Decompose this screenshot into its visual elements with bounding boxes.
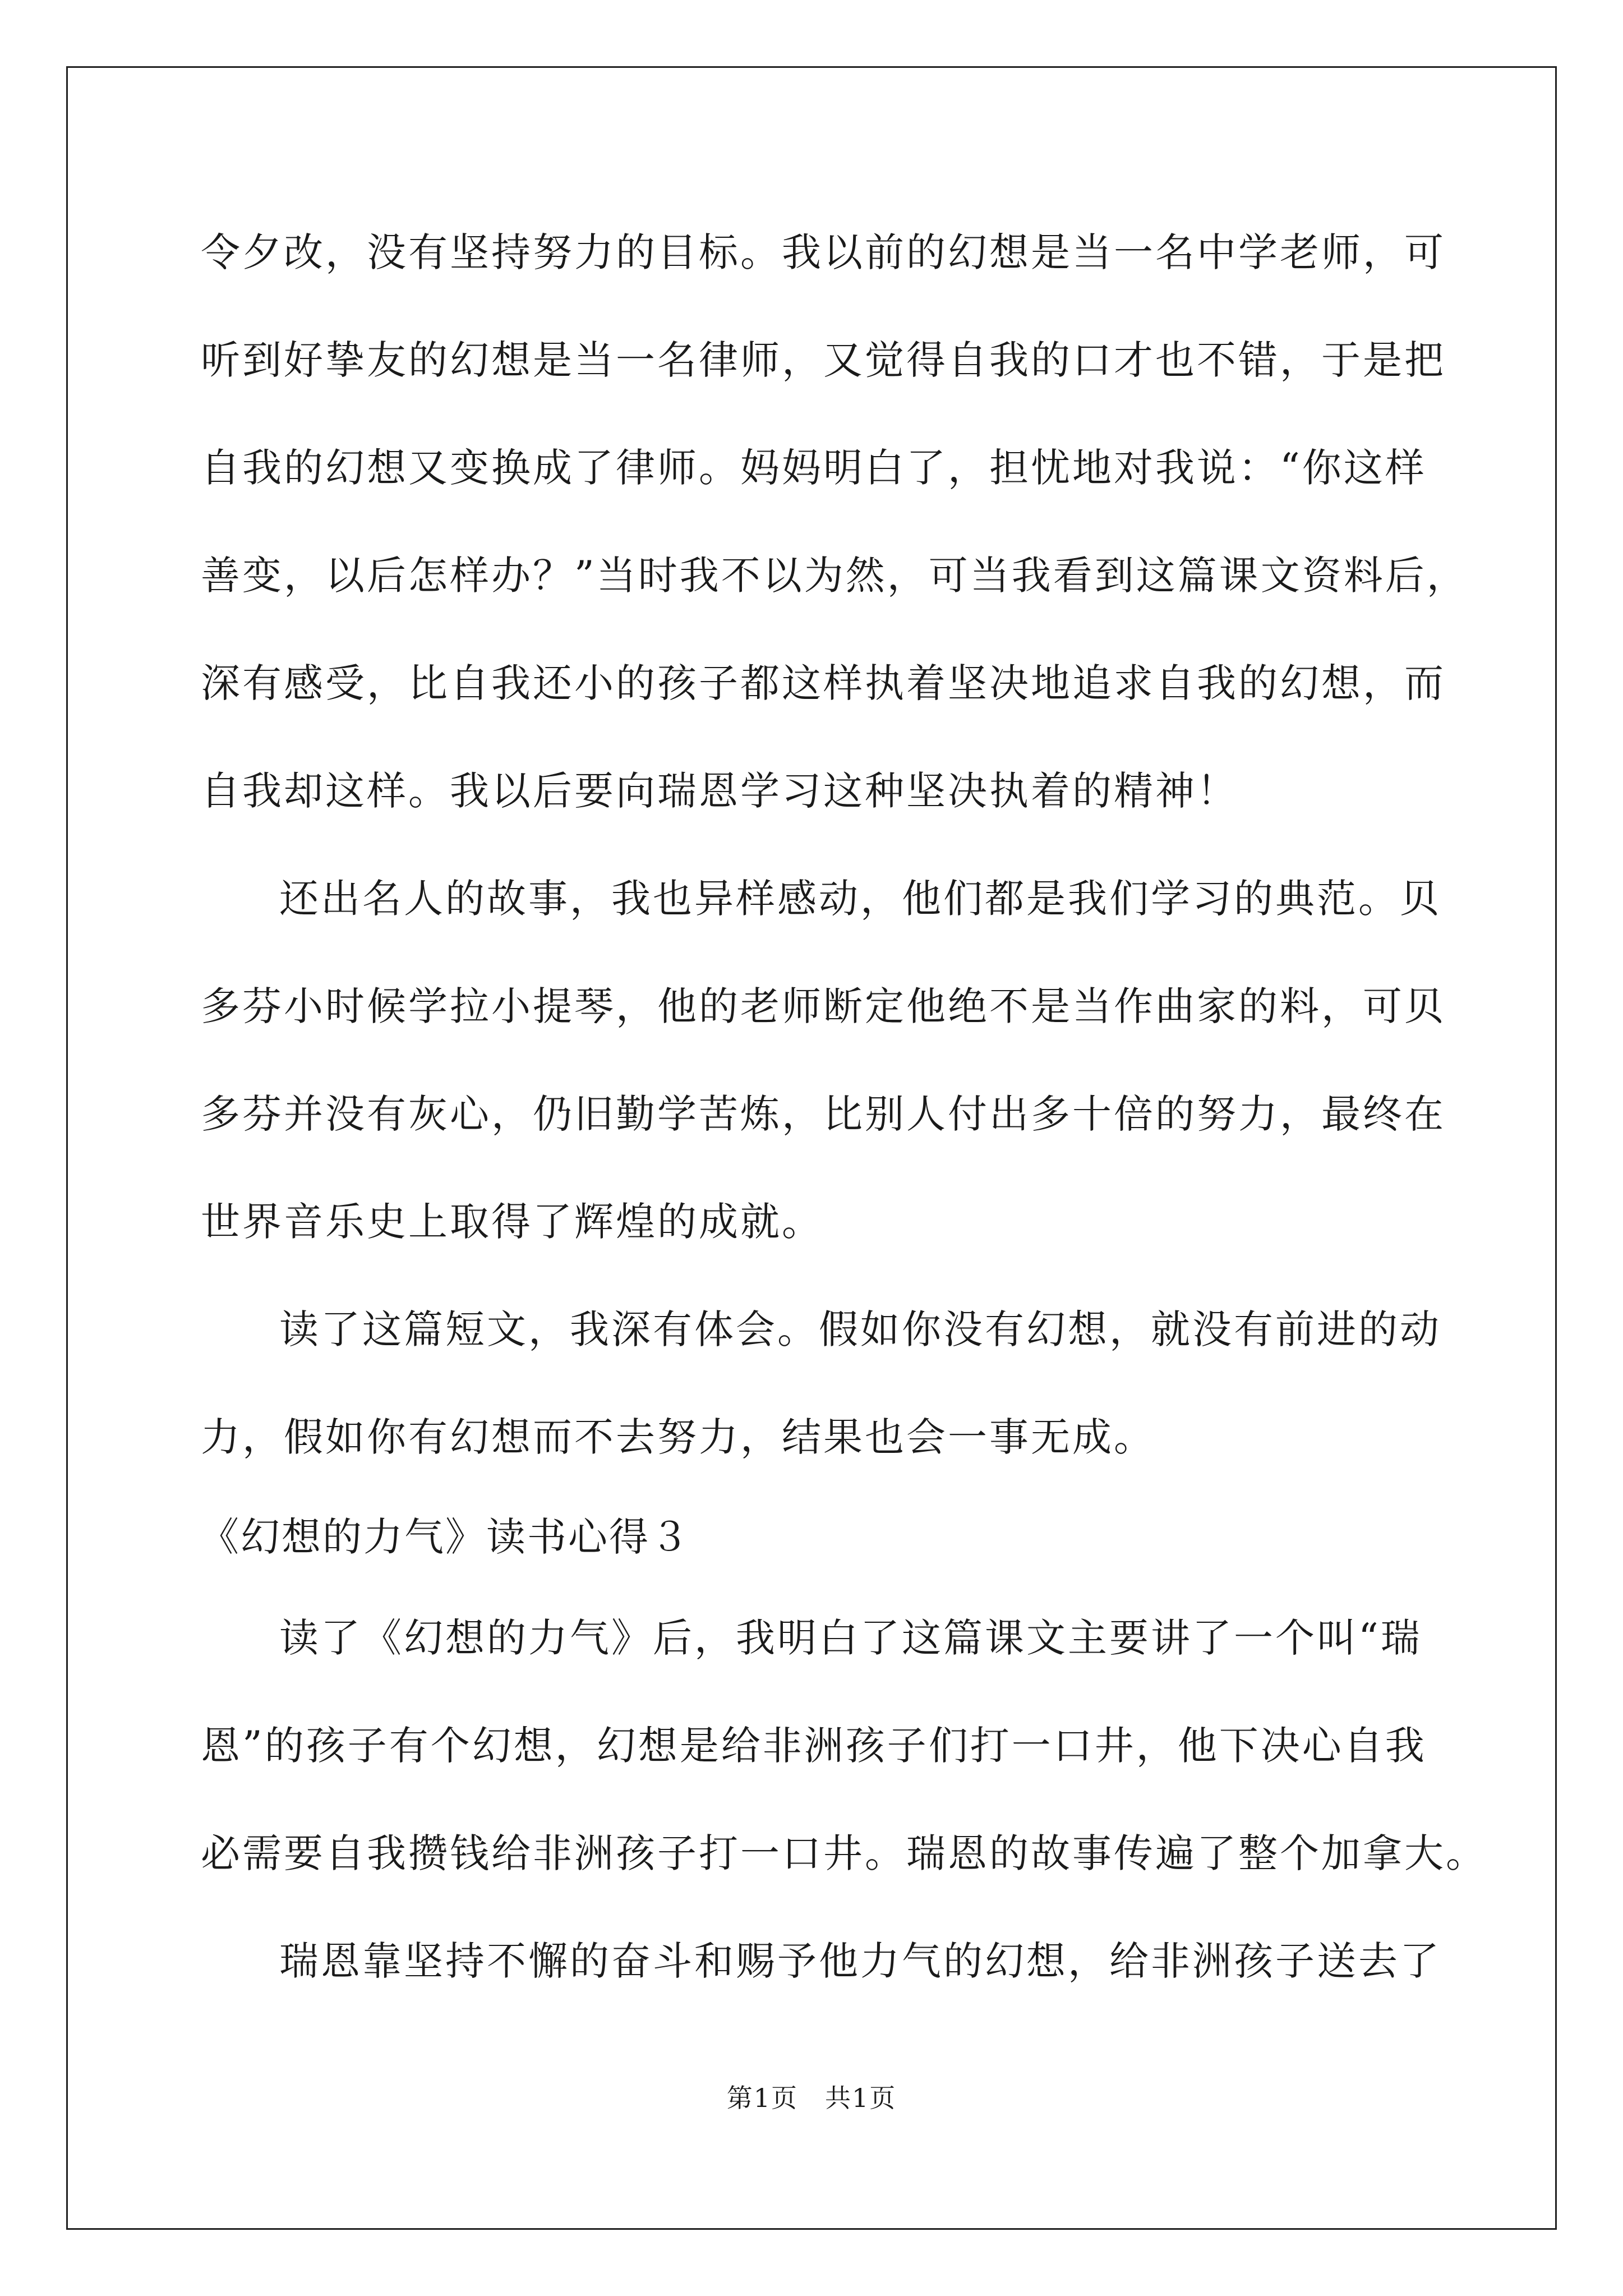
text-line: 世界音乐史上取得了辉煌的成就。 (201, 1199, 823, 1245)
paragraph-first-line: 还出名人的故事，我也异样感动，他们都是我们学习的典范。贝 (279, 876, 1441, 922)
text-line: 多芬小时候学拉小提琴，他的老师断定他绝不是当作曲家的料，可贝 (201, 983, 1446, 1029)
text-line: 力，假如你有幻想而不去努力，结果也会一事无成。 (201, 1414, 1155, 1460)
text-line: 多芬并没有灰心，仍旧勤学苦炼，比别人付出多十倍的努力，最终在 (201, 1091, 1446, 1137)
paragraph-first-line: 读了这篇短文，我深有体会。假如你没有幻想，就没有前进的动 (279, 1306, 1441, 1352)
text-line: 深有感受，比自我还小的孩子都这样执着坚决地追求自我的幻想，而 (201, 660, 1446, 706)
text-line: 恩”的孩子有个幻想，幻想是给非洲孩子们打一口井，他下决心自我 (201, 1723, 1427, 1769)
paragraph-first-line: 瑞恩靠坚持不懈的奋斗和赐予他力气的幻想，给非洲孩子送去了 (279, 1938, 1441, 1984)
text-line: 自我却这样。我以后要向瑞恩学习这种坚决执着的精神！ (201, 768, 1238, 814)
text-line: 听到好挚友的幻想是当一名律师，又觉得自我的口才也不错，于是把 (201, 337, 1446, 383)
text-line: 必需要自我攒钱给非洲孩子打一口井。瑞恩的故事传遍了整个加拿大。 (201, 1830, 1487, 1876)
text-line: 善变，以后怎样办？”当时我不以为然，可当我看到这篇课文资料后， (201, 553, 1468, 599)
page-footer: 第1页 共1页 (726, 2083, 897, 2113)
section-title: 《幻想的力气》读书心得３ (200, 1514, 691, 1560)
text-line: 令夕改，没有坚持努力的目标。我以前的幻想是当一名中学老师，可 (201, 229, 1446, 275)
text-line: 自我的幻想又变换成了律师。妈妈明白了，担忧地对我说：“你这样 (201, 445, 1427, 491)
paragraph-first-line: 读了《幻想的力气》后，我明白了这篇课文主要讲了一个叫“瑞 (279, 1615, 1422, 1661)
